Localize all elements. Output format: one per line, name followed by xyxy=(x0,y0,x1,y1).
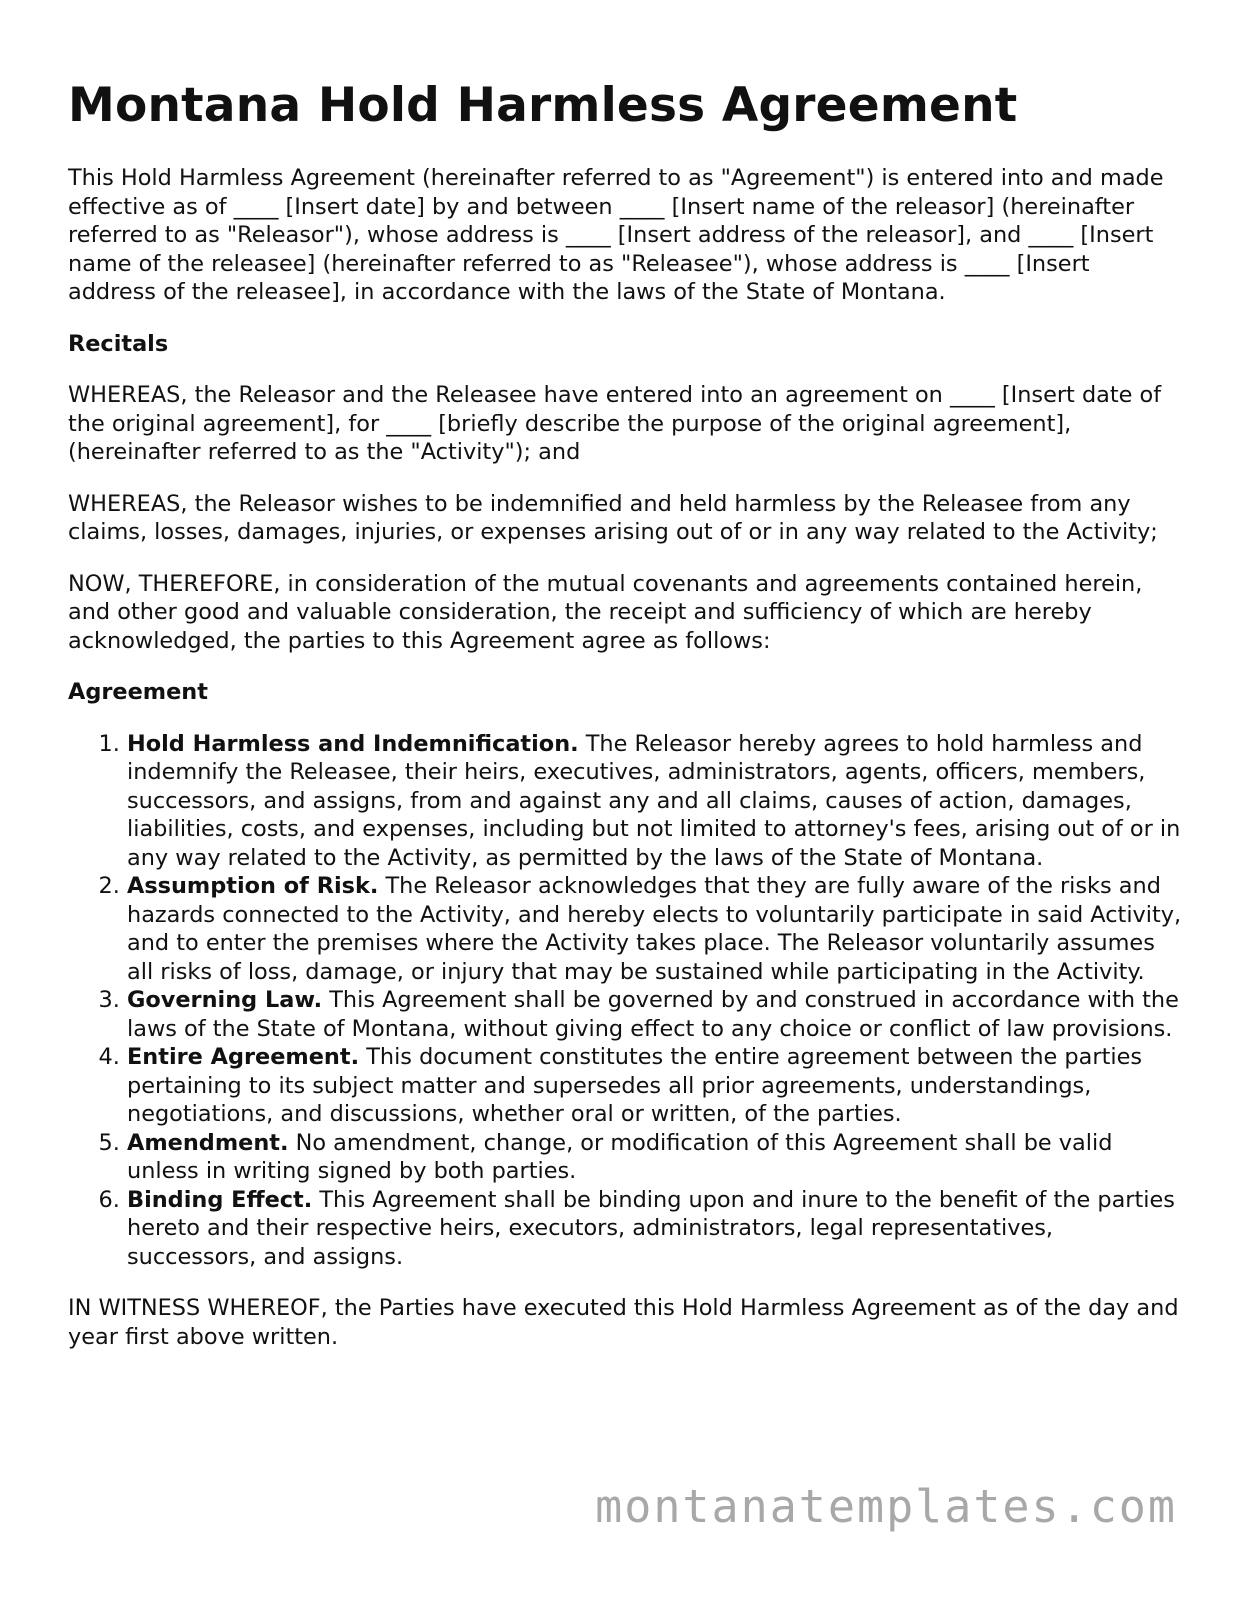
recital-paragraph-3: NOW, THEREFORE, in consideration of the mutual covenants and agreements contained herein, and other good and valuable consideration, the receipt and sufficiency of which are hereby acknowledged, the parties to this Agreement agree as follows: xyxy=(68,570,1143,654)
clause-title: Binding Effect. xyxy=(127,1186,313,1213)
clause-item xyxy=(127,730,1184,873)
recitals-heading: Recitals xyxy=(68,330,169,357)
document-title: Montana Hold Harmless Agreement xyxy=(68,78,1018,133)
clause-text: This document constitutes the entire agreement between the parties pertaining to its subject matter and supersedes all prior agreements, understandings, negotiations, and discussions, whether oral or written, of the parties. xyxy=(127,1044,1143,1128)
recital-paragraph-2: WHEREAS, the Releasor wishes to be indemnified and held harmless by the Releasee from any claims, losses, damages, injuries, or expenses arising out of or in any way related to the Activity; xyxy=(68,490,1158,546)
clause-title: Entire Agreement. xyxy=(127,1044,360,1071)
clause-title: Hold Harmless and Indemnification. xyxy=(127,730,579,757)
clause-item xyxy=(127,1186,1184,1272)
agreement-heading: Agreement xyxy=(68,679,208,706)
clause-item xyxy=(127,1043,1184,1129)
clause-item xyxy=(127,986,1184,1043)
clause-item xyxy=(127,872,1184,986)
recital-paragraph-1: WHEREAS, the Releasor and the Releasee have entered into an agreement on ____ [Insert date of the original agreement], for ____ [briefly describe the purpose of the original agreement], (hereinafter referred to as the "Activity"); and xyxy=(68,382,1162,466)
watermark-text: montanatemplates.com xyxy=(595,1480,1177,1533)
clause-text: This Agreement shall be governed by and construed in accordance with the laws of the State of Montana, without giving effect to any choice or conflict of law provisions. xyxy=(127,987,1179,1042)
clause-title: Governing Law. xyxy=(127,987,323,1014)
intro-paragraph: This Hold Harmless Agreement (hereinafter referred to as "Agreement") is entered into and made effective as of ____ [Insert date] by and between ____ [Insert name of the releasor] (hereinafter referred to as "Releasor"), whose address is ____ [Insert address of the releasor], and ____ [Insert name of the releasee] (hereinafter referred to as "Releasee"), whose address is ____ [Insert address of the releasee], in accordance with the laws of the State of Montana. xyxy=(68,165,1164,306)
clause-text: The Releasor acknowledges that they are fully aware of the risks and hazards connected to the Activity, and hereby elects to voluntarily participate in said Activity, and to enter the premises where the Activity takes place. The Releasor voluntarily assumes all risks of loss, damage, or injury that may be sustained while participating in the Activity. xyxy=(127,873,1182,985)
clause-text: This Agreement shall be binding upon and inure to the benefit of the parties hereto and their respective heirs, executors, administrators, legal representatives, successors, and assigns. xyxy=(127,1186,1175,1270)
clause-text: The Releasor hereby agrees to hold harmless and indemnify the Releasee, their heirs, executives, administrators, agents, officers, members, successors, and assigns, from and against any and all claims, causes of action, damages, liabilities, costs, and expenses, including but not limited to attorney's fees, arising out of or in any way related to the Activity, as permitted by the laws of the State of Montana. xyxy=(127,730,1181,871)
closing-paragraph: IN WITNESS WHEREOF, the Parties have executed this Hold Harmless Agreement as of the day and year first above written. xyxy=(68,1295,1179,1350)
clause-text: No amendment, change, or modification of this Agreement shall be valid unless in writing signed by both parties. xyxy=(127,1129,1113,1185)
clause-title: Amendment. xyxy=(127,1129,289,1156)
clause-item xyxy=(127,1129,1184,1186)
clause-list xyxy=(68,730,1184,1272)
clause-title: Assumption of Risk. xyxy=(127,873,379,900)
document-page xyxy=(68,78,1184,1374)
